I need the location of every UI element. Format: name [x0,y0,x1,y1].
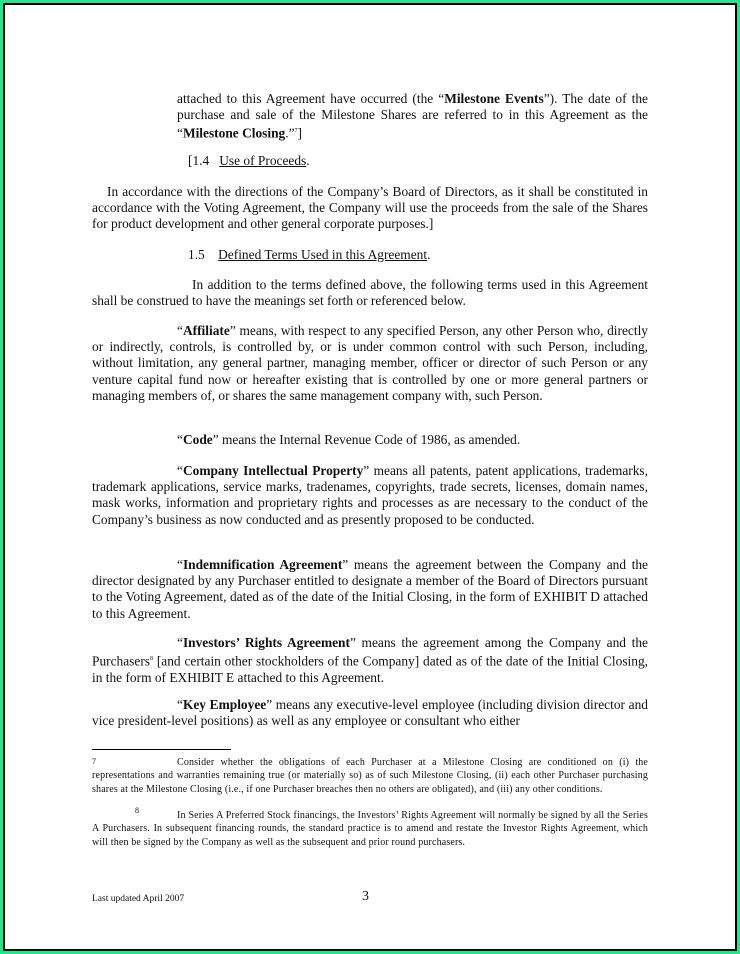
definition-investors-rights-agreement: “Investors’ Rights Agreement” means the agreement among the Company and the Purchasers$^8$ [and certain other stockholders of the Company] dated as of the date of the Initial Closing, in the form of EXHIBIT E attached to this Agreement. [92,635,649,685]
use-of-proceeds-paragraph: In accordance with the directions of the Company’s Board of Directors, as it shall be constituted in accordance with the Voting Agreement, the Company will use the proceeds from the sale of the Shares for product development and other general corporate purposes.] [92,184,648,232]
definition-company-ip: “Company Intellectual Property” means all patents, patent applications, trademarks, trademark applications, service marks, tradenames, copyrights, trade secrets, licenses, domain names, mask works, information and proprietary rights and processes as are necessary to the conduct of the Company’s business as now conducted and as presently proposed to be conducted. [92,463,648,527]
definition-affiliate: “Affiliate” means, with respect to any specified Person, any other Person who, directly or indirectly, controls, is controlled by, or is under common control with such Person, including, without limitation, any general partner, managing member, officer or director of such Person or any venture capital fund now or hereafter existing that is controlled by one or more general partners or managing members of, or shares the same management company with, such Person. [92,323,648,403]
definition-key-employee: “Key Employee” means any executive-level employee (including division director and vice president-level positions) as well as any employee or consultant who either [92,697,648,729]
section-1-4-heading: [1.4 Use of Proceeds. [188,153,310,168]
defined-terms-intro: In addition to the terms defined above, the following terms used in this Agreement shall be construed to have the meanings set forth or referenced below. [92,277,648,309]
page-number: 3 [362,889,369,904]
last-updated-footer: Last updated April 2007 [92,894,185,904]
section-1-5-heading: 1.5 Defined Terms Used in this Agreement. [188,247,431,262]
footnote-8: 8 In Series A Preferred Stock financings, the Investors’ Rights Agreement will normally be signed by all the Series A Purchasers. In subsequent financing rounds, the standard practice is to amend and restate the Investor Rights Agreement, which will then be signed by the Company as well as the subsequent and prior round purchasers. [92,806,648,848]
definition-code: “Code” means the Internal Revenue Code of 1986, as amended. [177,432,521,447]
footnote-7: 7 Consider whether the obligations of each Purchaser at a Milestone Closing are conditioned on (i) the representations and warranties remaining true (or materially so) as of such Milestone Closing, (ii) each other Purchaser purchasing shares at the Milestone Closing (i.e., if one Purchaser breaches then no others are obligated), and (iii) any other conditions. [92,757,648,795]
footnote-separator [92,749,231,750]
definition-indemnification-agreement: “Indemnification Agreement” means the agreement between the Company and the director designated by any Purchaser entitled to designate a member of the Board of Directors pursuant to the Voting Agreement, dated as of the date of the Initial Closing, in the form of EXHIBIT D attached to this Agreement. [92,557,648,621]
milestone-paragraph: attached to this Agreement have occurred (the “Milestone Events”). The date of the purchase and sale of the Milestone Shares are referred to in this Agreement as the “Milestone Closing.”$^7$] [177,91,648,141]
